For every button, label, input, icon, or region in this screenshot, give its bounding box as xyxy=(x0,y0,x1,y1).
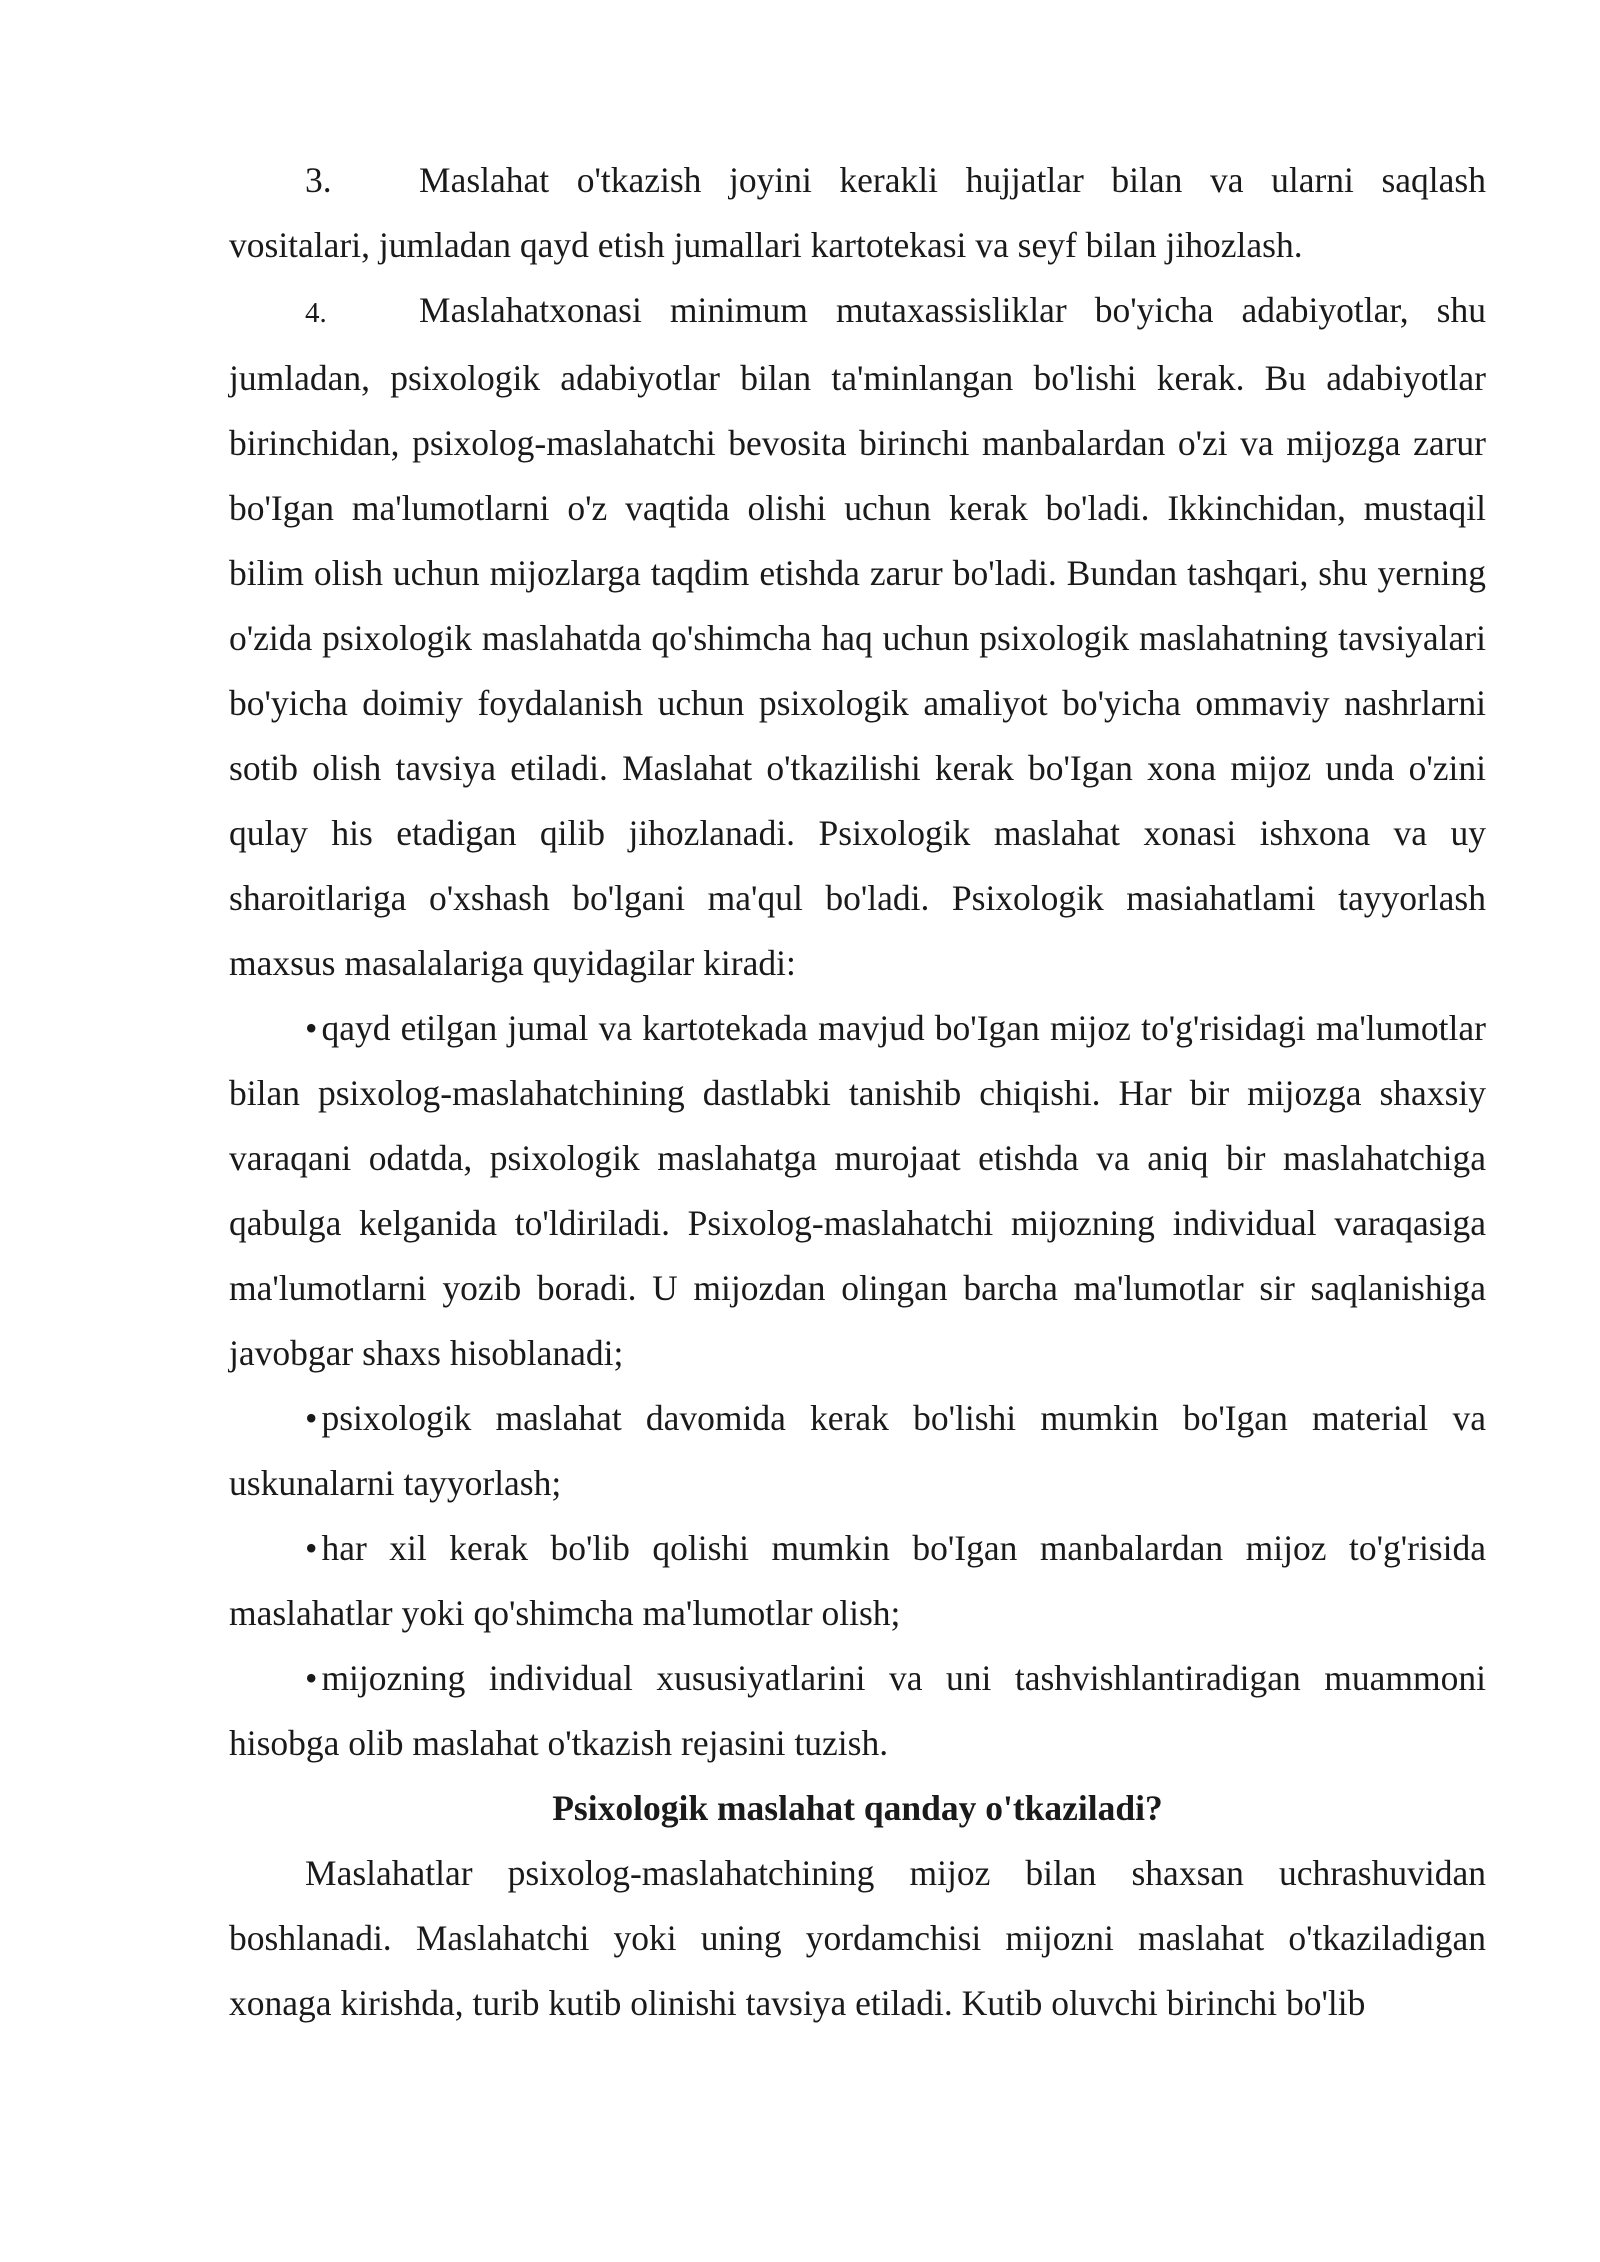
bullet-text: qayd etilgan jumal va kartotekada mavjud bo'Igan mijoz to'g'risidagi ma'lumotlar bilan psixolog-maslahatchining dastlabki tanishib chiqishi. Har bir mijozga shaxsiy varaqani odatda, psixologik maslahatga murojaat etishda va aniq bir maslahatchiga qabulga kelganida to'ldiriladi. Psixolog-maslahatchi mijozning individual varaqasiga ma'lumotlarni yozib boradi. U mijozdan olingan barcha ma'lumotlar sir saqlanishiga javobgar shaxs hisoblanadi; xyxy=(229,1008,1486,1373)
section-paragraph: Maslahatlar psixolog-maslahatchining mijoz bilan shaxsan uchrashuvidan boshlanadi. Maslahatchi yoki uning yordamchisi mijozni maslahat o'tkaziladigan xonaga kirishda, turib kutib olinishi tavsiya etiladi. Kutib oluvchi birinchi bo'lib xyxy=(229,1853,1486,2023)
bullet-text: har xil kerak bo'lib qolishi mumkin bo'Igan manbalardan mijoz to'g'risida maslahatlar yoki qo'shimcha ma'lumotlar olish; xyxy=(229,1528,1486,1633)
item-number: 4. xyxy=(305,297,327,329)
list-item-3 xyxy=(229,148,1486,278)
bullet-icon: • xyxy=(305,1658,318,1698)
item-text: Maslahat o'tkazish joyini kerakli hujjatlar bilan va ularni saqlash vositalari, jumladan qayd etish jumallari kartotekasi va seyf bilan jihozlash. xyxy=(229,160,1486,265)
bullet-icon: • xyxy=(305,1398,318,1438)
bullet-item-3 xyxy=(229,1516,1486,1646)
bullet-icon: • xyxy=(305,1008,318,1048)
bullet-text: mijozning individual xususiyatlarini va uni tashvishlantiradigan muammoni hisobga olib maslahat o'tkazish rejasini tuzish. xyxy=(229,1658,1486,1763)
item-number: 3. xyxy=(305,160,332,200)
item-text: Maslahatxonasi minimum mutaxassisliklar bo'yicha adabiyotlar, shu jumladan, psixologik adabiyotlar bilan ta'minlangan bo'lishi kerak. Bu adabiyotlar birinchidan, psixolog-maslahatchi bevosita birinchi manbalardan o'zi va mijozga zarur bo'Igan ma'lumotlarni o'z vaqtida olishi uchun kerak bo'ladi. Ikkinchidan, mustaqil bilim olish uchun mijozlarga taqdim etishda zarur bo'ladi. Bundan tashqari, shu yerning o'zida psixologik maslahatda qo'shimcha haq uchun psixologik maslahatning tavsiyalari bo'yicha doimiy foydalanish uchun psixologik amaliyot bo'yicha ommaviy nashrlarni sotib olish tavsiya etiladi. Maslahat o'tkazilishi kerak bo'Igan xona mijoz unda o'zini qulay his etadigan qilib jihozlanadi. Psixologik maslahat xonasi ishxona va uy sharoitlariga o'xshash bo'lgani ma'qul bo'ladi. Psixologik masiahatlami tayyorlash maxsus masalalariga quyidagilar kiradi: xyxy=(229,290,1486,983)
document-page xyxy=(229,148,1486,2036)
bullet-item-1 xyxy=(229,996,1486,1386)
bullet-item-4 xyxy=(229,1646,1486,1776)
bullet-icon: • xyxy=(305,1528,318,1568)
bullet-text: psixologik maslahat davomida kerak bo'lishi mumkin bo'Igan material va uskunalarni tayyorlash; xyxy=(229,1398,1486,1503)
section-heading: Psixologik maslahat qanday o'tkaziladi? xyxy=(552,1788,1163,1828)
list-item-4 xyxy=(229,278,1486,996)
bullet-item-2 xyxy=(229,1386,1486,1516)
